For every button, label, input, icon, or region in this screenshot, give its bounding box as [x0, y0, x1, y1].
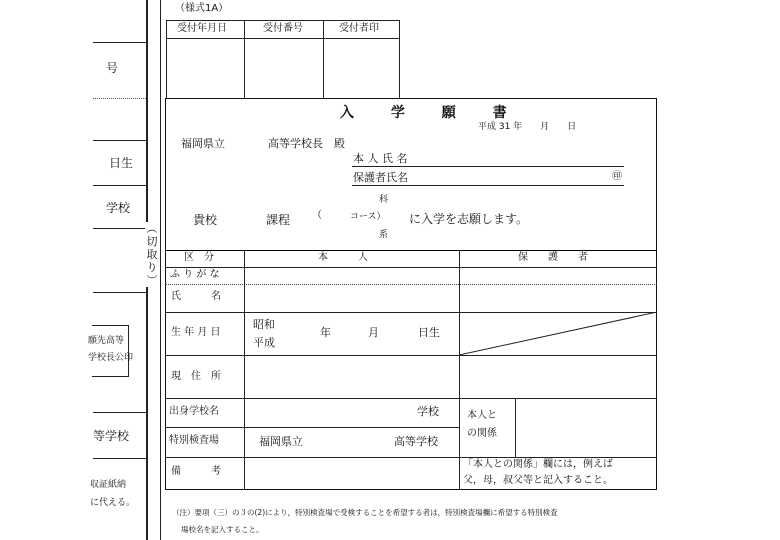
principal-seal-label-2: 学校長公印: [88, 353, 134, 363]
course-word: 課程: [266, 213, 291, 227]
birth-year-label: 年: [320, 326, 331, 339]
department-kei: 系: [379, 230, 389, 240]
reception-stamp-label: 受付者印: [339, 23, 379, 34]
stub-line: [93, 140, 146, 141]
footnote-line-2: 場校名を記入すること。: [181, 525, 264, 534]
col-divider: [459, 250, 460, 490]
stub-number-label: 号: [106, 61, 119, 75]
form-title: 入 学 願 書: [340, 105, 523, 121]
applicant-name-label: 本 人 氏 名: [353, 152, 408, 165]
stub-note-2: に代える。: [90, 498, 136, 508]
row-line: [459, 398, 657, 399]
stub-dotted-line: [93, 98, 146, 99]
col-guardian-header: 保 護 者: [518, 252, 588, 263]
stub-line: [93, 458, 146, 459]
department-ka: 科: [379, 195, 389, 205]
col-category-header: 区 分: [184, 252, 214, 263]
era-showa: 昭和: [253, 318, 275, 331]
desire-text: に入学を志願します。: [409, 212, 529, 226]
row-line: [165, 355, 657, 356]
reception-number-label: 受付番号: [263, 23, 303, 34]
birth-month-label: 月: [368, 326, 379, 339]
relation-note-2: 父，母，叔父等と記入すること。: [463, 475, 613, 486]
era-heisei: 平成: [253, 336, 275, 349]
stub-birth-label: 日生: [109, 156, 134, 170]
addressee-prefecture: 福岡県立: [181, 137, 225, 150]
birth-day-label: 日生: [418, 326, 440, 339]
footnote-line-1: （注）要項（三）の３の(2)により，特別検査場で受検することを希望する者は，特別検査場欄に希望する特別検査: [172, 508, 558, 517]
row-line-dotted: [165, 284, 657, 285]
row-name-label: 氏 名: [171, 291, 221, 302]
row-birth-label: 生 年 月 日: [171, 327, 221, 338]
row-remarks-label: 備 考: [171, 466, 221, 477]
reception-divider: [244, 20, 245, 98]
row-line: [165, 427, 460, 428]
exam-prefecture: 福岡県立: [259, 435, 303, 448]
cut-label: [145, 222, 159, 287]
applicant-name-line: [352, 166, 624, 167]
cut-label-char3: り: [146, 261, 158, 274]
guardian-name-line: [352, 185, 624, 186]
principal-seal-box: [92, 325, 129, 377]
course-mid: コース）: [350, 212, 386, 222]
row-line: [165, 457, 657, 458]
cut-label-open: ︵: [146, 222, 158, 235]
application-date: 平成 31 年 月 日: [478, 122, 577, 132]
reception-divider: [323, 20, 324, 98]
paren-open: （: [312, 210, 322, 221]
row-school-label: 出身学校名: [169, 406, 219, 417]
application-form: [165, 98, 657, 490]
cut-label-char2: 取: [146, 248, 158, 261]
cut-line: [160, 0, 161, 540]
stub-line: [93, 292, 146, 293]
col-divider: [515, 398, 516, 457]
left-stub: [0, 0, 148, 540]
row-exam-site-label: 特別検査場: [169, 435, 219, 446]
row-line: [165, 398, 460, 399]
row-line: [165, 267, 657, 268]
exam-school: 高等学校: [394, 435, 438, 448]
relation-label-1: 本人と: [467, 410, 497, 421]
stub-line: [93, 185, 146, 186]
col-divider: [244, 250, 245, 490]
reception-header-line: [166, 38, 399, 39]
principal-seal-label-1: 願先高等: [88, 336, 125, 346]
addressee-principal: 高等学校長 殿: [268, 137, 345, 150]
table-top-line: [165, 250, 657, 251]
cut-label-char1: 切: [146, 235, 158, 248]
stub-school-label: 学校: [106, 201, 131, 215]
form-label: （様式1A）: [175, 3, 229, 14]
relation-note-1: 「本人との関係」欄には，例えば: [463, 459, 613, 470]
guardian-name-label: 保護者氏名: [353, 171, 408, 184]
stub-line: [93, 412, 146, 413]
school-suffix: 学校: [417, 405, 439, 418]
col-self-header: 本 人: [318, 252, 368, 263]
row-address-label: 現 住 所: [171, 371, 221, 382]
stub-school2-label: 等学校: [93, 429, 130, 443]
seal-mark: ㊞: [612, 171, 622, 182]
stub-line: [93, 228, 146, 229]
school-word: 貴校: [193, 213, 218, 227]
stub-note-1: 収証紙納: [90, 480, 127, 490]
reception-date-label: 受付年月日: [177, 23, 227, 34]
row-furigana-label: ふ り が な: [170, 269, 220, 280]
guardian-birth-strike: [459, 312, 657, 355]
relation-label-2: の関係: [467, 428, 497, 439]
stub-line: [93, 42, 146, 43]
cut-label-close: ︶: [146, 274, 158, 287]
